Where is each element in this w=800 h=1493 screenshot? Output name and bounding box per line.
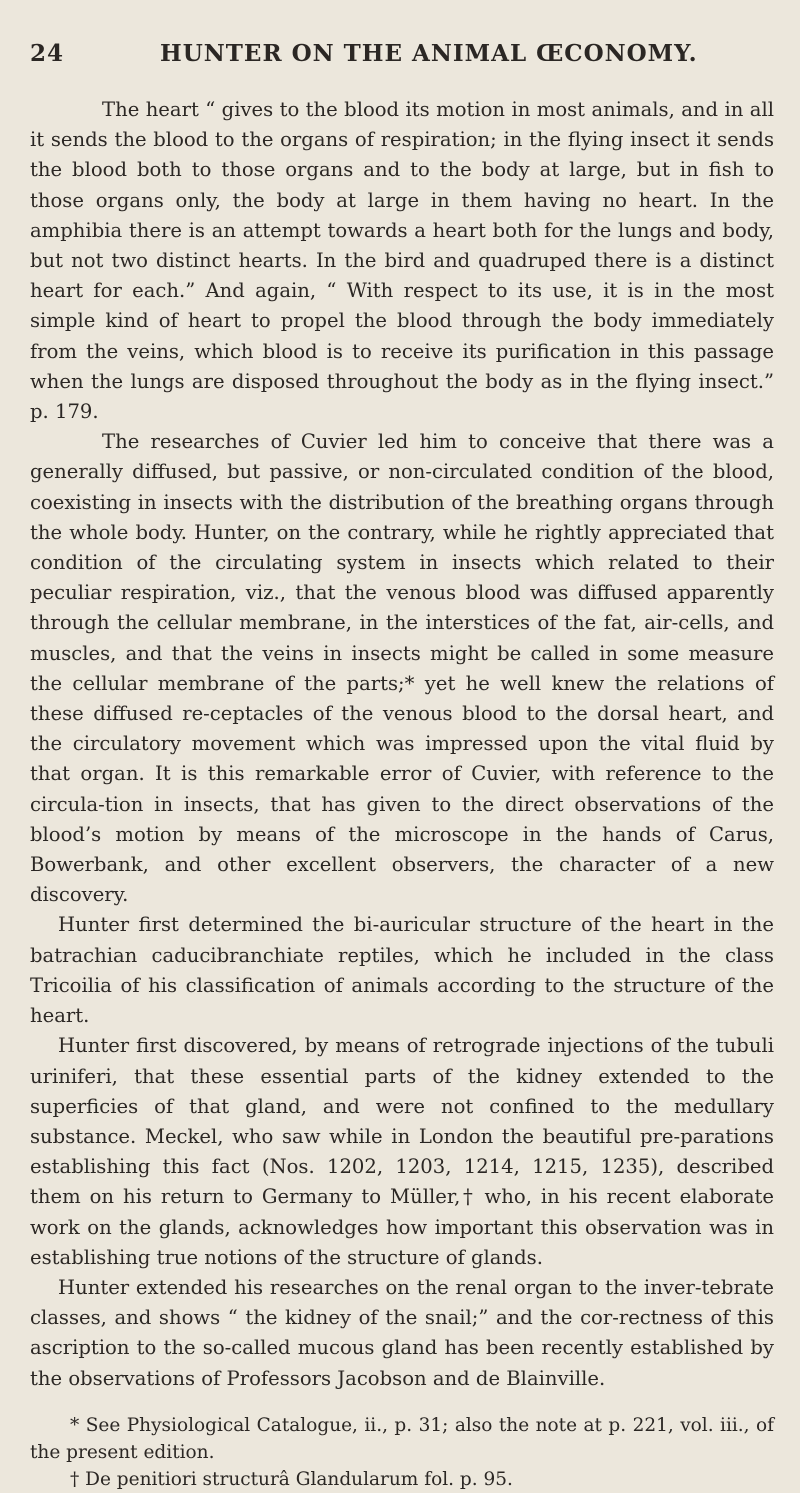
body-text [30, 95, 774, 1394]
running-head: HUNTER ON THE ANIMAL ŒCONOMY. [160, 40, 698, 67]
paragraph-cuvier-researches: The researches of Cuvier led him to conceive that there was a generally diffused, but passive, or non-circulated condition of the blood, coexisting in insects with the distribution of the breathing organs through the whole body. Hunter, on the contrary, while he rightly appreciated that condition of the circulating system in insects which related to their peculiar respiration, viz., that the venous blood was diffused apparently through the cellular membrane, in the interstices of the fat, air-cells, and muscles, and that the veins in insects might be called in some measure the cellular membrane of the parts;* yet he well knew the relations of these diffused re-ceptacles of the venous blood to the dorsal heart, and the circulatory movement which was impressed upon the vital fluid by that organ. It is this remarkable error of Cuvier, with reference to the circula-tion in insects, that has given to the direct observations of the blood’s motion by means of the microscope in the hands of Carus, Bowerbank, and other excellent observers, the character of a new discovery. [30, 430, 774, 907]
footnotes [30, 1412, 774, 1493]
page-header [30, 40, 774, 67]
footnote-dagger: † De penitiori structurâ Glandularum fol. p. 95. [70, 1468, 513, 1490]
paragraph-bi-auricular: Hunter first determined the bi-auricular structure of the heart in the batrachian caducibranchiate reptiles, which he included in the class Tricoilia of his classification of animals according to the structure of the heart. [30, 913, 774, 1028]
paragraph-tubuli-uriniferi: Hunter first discovered, by means of retrograde injections of the tubuli uriniferi, that these essential parts of the kidney extended to the superficies of that gland, and were not confined to the medullary substance. Meckel, who saw while in London the beautiful pre-parations establishing this fact (Nos. 1202, 1203, 1214, 1215, 1235), described them on his return to Germany to Müller,† who, in his recent elaborate work on the glands, acknowledges how important this observation was in establishing true notions of the structure of glands. [30, 1034, 774, 1269]
paragraph-renal-organ: Hunter extended his researches on the renal organ to the inver-tebrate classes, and shows “ the kidney of the snail;” and the cor-rectness of this ascription to the so-called mucous gland has been recently established by the observations of Professors Jacobson and de Blainville. [30, 1275, 774, 1390]
paragraph-heart-quote: The heart “ gives to the blood its motion in most animals, and in all it sends the blood to the organs of respiration; in the flying insect it sends the blood both to those organs and to the body at large, but in fish to those organs only, the body at large in them having no heart. In the amphibia there is an attempt towards a heart both for the lungs and body, but not two distinct hearts. In the bird and quadruped there is a distinct heart for each.” And again, “ With respect to its use, it is in the most simple kind of heart to propel the blood through the body immediately from the veins, which blood is to receive its purification in this passage when the lungs are disposed throughout the body as in the flying insect.” p. 179. [30, 98, 774, 424]
page-number: 24 [30, 40, 65, 67]
footnote-star: * See Physiological Catalogue, ii., p. 31; also the note at p. 221, vol. iii., of the present edition. [30, 1414, 774, 1463]
